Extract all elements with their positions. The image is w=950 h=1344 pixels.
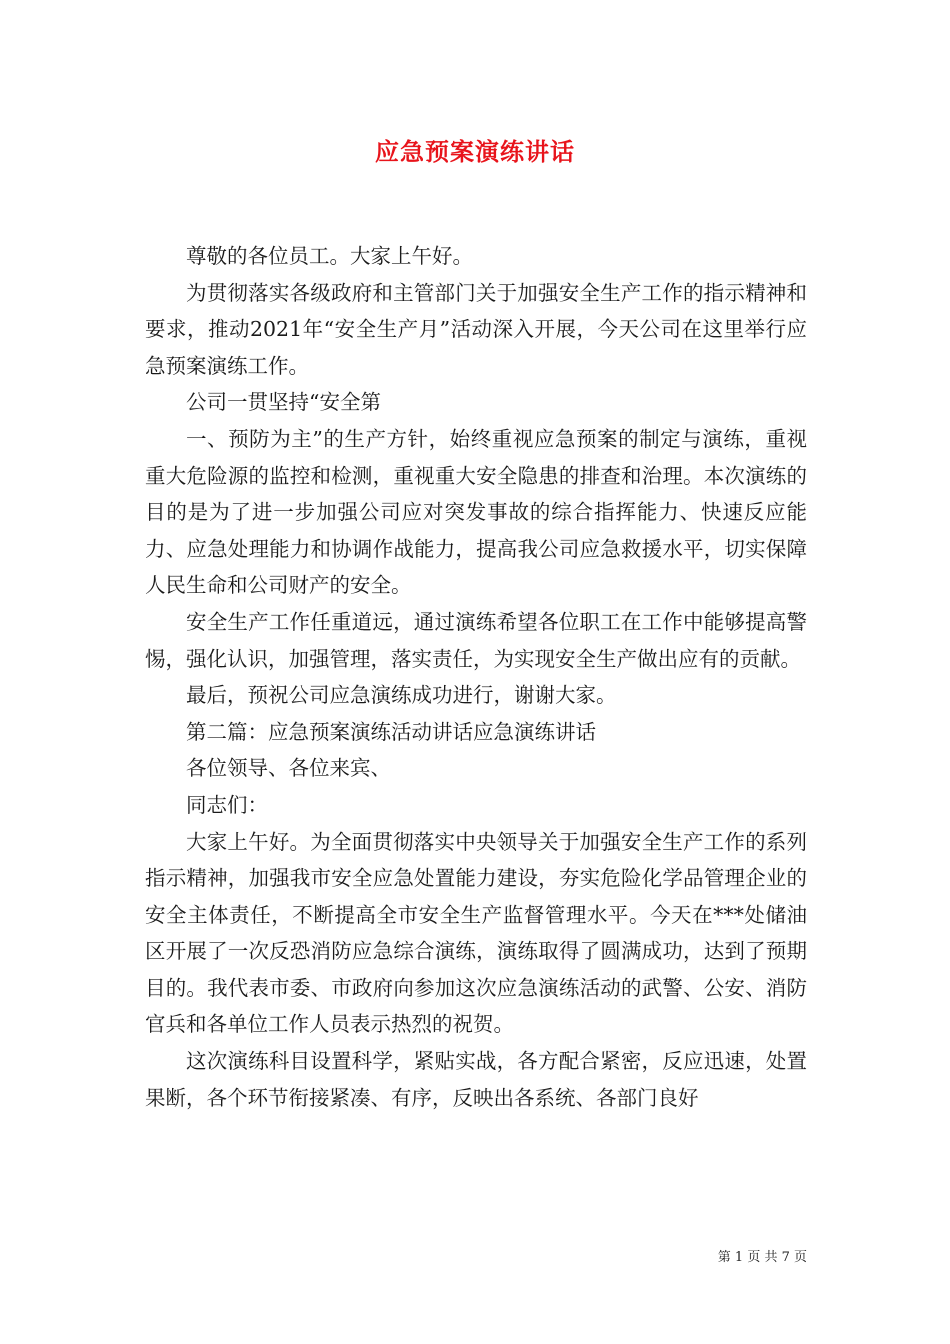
document-title: 应急预案演练讲话 [375, 137, 575, 166]
paragraph: 同志们： [186, 792, 268, 817]
paragraph: 这次演练科目设置科学，紧贴实战，各方配合紧密，反应迅速，处置果断，各个环节衔接紧凑、有序，反映出各系统、各部门良好 [145, 1049, 807, 1110]
page-number: 第 1 页 共 7 页 [717, 1250, 807, 1265]
paragraph: 安全生产工作任重道远，通过演练希望各位职工在工作中能够提高警惕，强化认识，加强管理，落实责任，为实现安全生产做出应有的贡献。 [145, 609, 807, 671]
paragraph: 一、预防为主”的生产方针，始终重视应急预案的制定与演练，重视重大危险源的监控和检测，重视重大安全隐患的排查和治理。本次演练的目的是为了进一步加强公司应对突发事故的综合指挥能力、快速反应能力、应急处理能力和协调作战能力，提高我公司应急救援水平，切实保障人民生命和公司财产的安全。 [145, 426, 807, 598]
paragraph: 尊敬的各位员工。大家上午好。 [186, 244, 473, 268]
paragraph: 公司一贯坚持“安全第 [186, 390, 381, 415]
document-body [145, 238, 807, 1116]
paragraph: 第二篇：应急预案演练活动讲话应急演练讲话 [186, 719, 596, 744]
paragraph: 各位领导、各位来宾、 [186, 756, 391, 781]
paragraph: 为贯彻落实各级政府和主管部门关于加强安全生产工作的指示精神和要求，推动2021年“安全生产月”活动深入开展，今天公司在这里举行应急预案演练工作。 [145, 280, 807, 378]
paragraph: 最后，预祝公司应急演练成功进行，谢谢大家。 [186, 683, 617, 708]
paragraph: 大家上午好。为全面贯彻落实中央领导关于加强安全生产工作的系列指示精神，加强我市安全应急处置能力建设，夯实危险化学品管理企业的安全主体责任，不断提高全市安全生产监督管理水平。今天在***处储油区开展了一次反恐消防应急综合演练，演练取得了圆满成功，达到了预期目的。我代表市委、市政府向参加这次应急演练活动的武警、公安、消防官兵和各单位工作人员表示热烈的祝贺。 [145, 829, 807, 1037]
